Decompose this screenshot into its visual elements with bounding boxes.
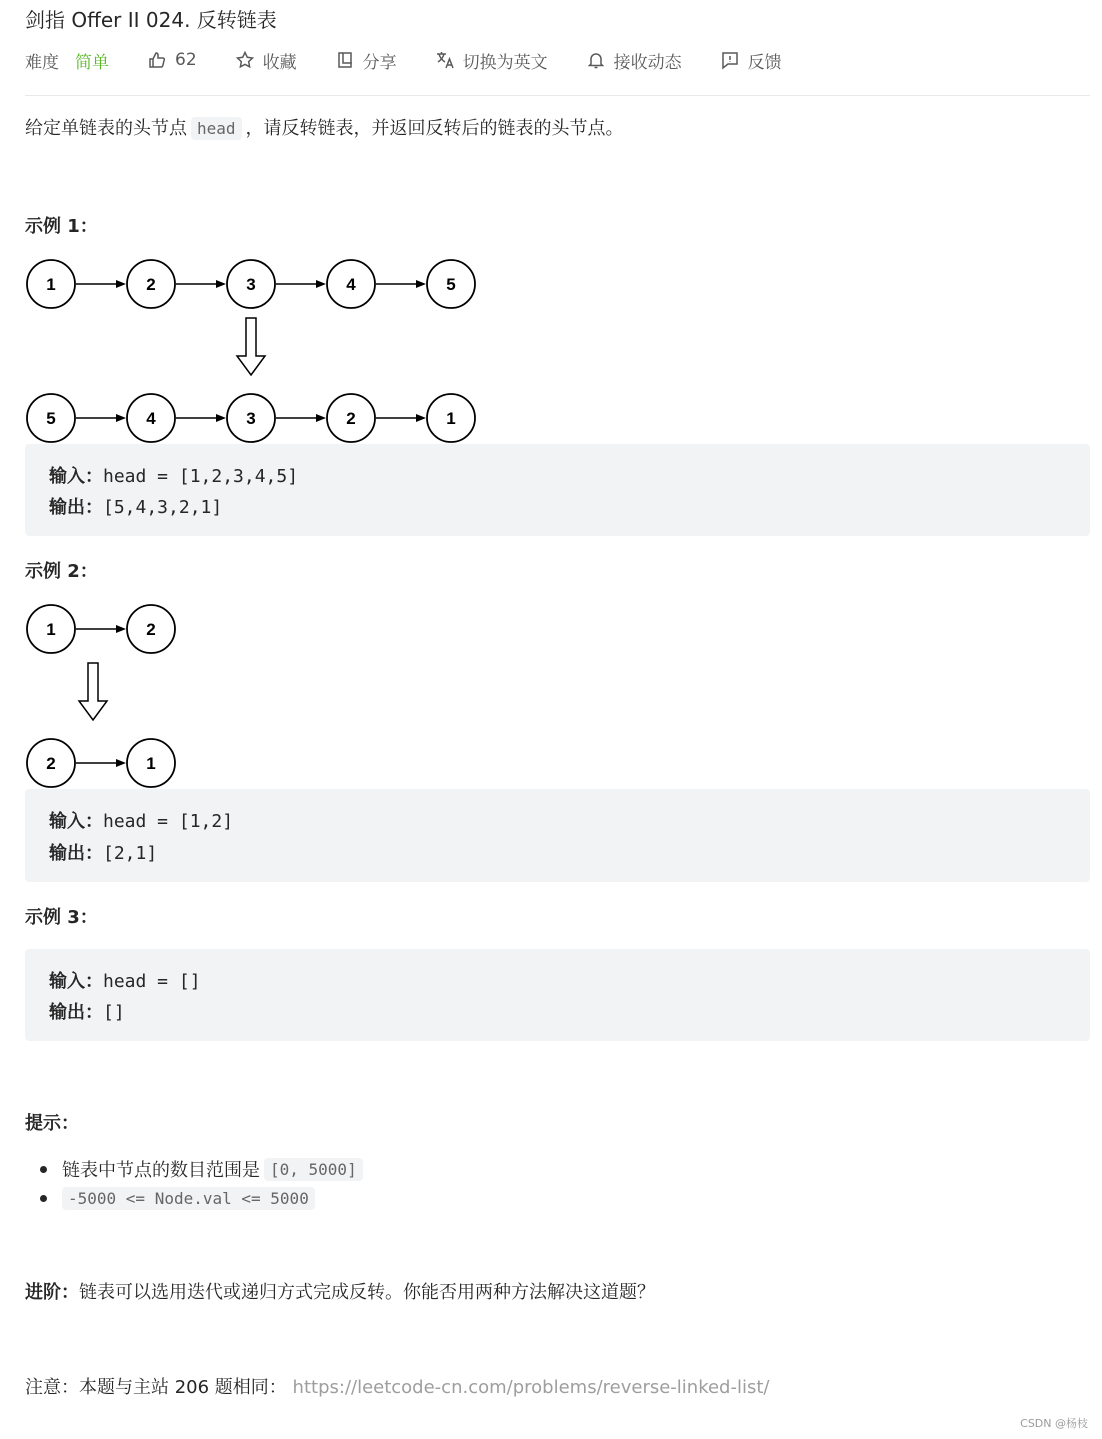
top-arrowhead [116,280,126,288]
problem-toolbar [25,46,820,74]
hint-item: 链表中节点的数目范围是 [0, 5000] [62,1155,367,1183]
example-1-heading: 示例 1： [25,216,98,237]
advanced-note: 进阶：链表可以选用迭代或递归方式完成反转。你能否用两种方法解决这道题？ [25,1282,655,1303]
difficulty-label: 难度 [25,52,59,73]
bottom-node-value: 1 [146,754,156,773]
example-3-code-block [25,949,1090,1041]
bottom-node-value: 4 [146,409,156,428]
hints-heading: 提示： [25,1113,79,1134]
inline-code: [0, 5000] [264,1158,363,1181]
bottom-node-value: 1 [446,409,456,428]
problem-title: 剑指 Offer II 024. 反转链表 [25,8,277,32]
bell-icon [586,50,606,70]
example-1-input: 输入：head = [1,2,3,4,5] [49,466,299,487]
top-node-value: 1 [46,620,56,639]
inline-code: head [191,117,242,140]
inline-code: -5000 <= Node.val <= 5000 [62,1187,315,1210]
reference-link[interactable]: https://leetcode-cn.com/problems/reverse-linked-list/ [292,1377,770,1398]
top-node-value: 2 [146,620,156,639]
bottom-arrowhead [316,414,326,422]
watermark: CSDN @杨枝 [1020,1417,1088,1430]
bullet [40,1166,47,1173]
divider [25,95,1090,96]
top-node-value: 4 [346,275,356,294]
share-icon [335,50,355,70]
translate-button[interactable] [435,48,548,73]
bottom-node-value: 2 [346,409,356,428]
top-node-value: 2 [146,275,156,294]
thumbs-up-icon [147,50,167,70]
bottom-node-value: 5 [46,409,56,428]
example-3-output: 输出：[] [49,1002,125,1023]
example-2-heading: 示例 2： [25,561,98,582]
top-node-value: 1 [46,275,56,294]
top-arrowhead [216,280,226,288]
example-1-output: 输出：[5,4,3,2,1] [49,497,223,518]
down-arrow [79,663,107,720]
feedback-label: 反馈 [747,52,782,73]
hint-item [62,1184,319,1212]
translate-label: 切换为英文 [462,52,548,73]
share-label: 分享 [362,52,397,73]
bottom-arrowhead [116,759,126,767]
bottom-node-value: 2 [46,754,56,773]
top-arrowhead [116,625,126,633]
favorite-label: 收藏 [262,52,297,73]
subscribe-button[interactable] [586,48,682,73]
advanced-label: 进阶： [25,1282,79,1303]
feedback-icon [720,50,740,70]
share-button[interactable] [335,48,397,73]
like-count: 62 [175,50,197,70]
example-2-code-block [25,789,1090,882]
problem-description: 给定单链表的头节点 head ，请反转链表，并返回反转后的链表的头节点。 [25,118,624,139]
like-button[interactable] [147,50,197,70]
favorite-button[interactable] [235,48,297,73]
example-3-input: 输入：head = [] [49,971,201,992]
bullet [40,1195,47,1202]
same-problem-note: 注意：本题与主站 206 题相同： https://leetcode-cn.com/problems/reverse-linked-list/ [25,1377,770,1398]
top-arrowhead [316,280,326,288]
subscribe-label: 接收动态 [613,52,682,73]
top-node-value: 3 [246,275,256,294]
bottom-arrowhead [116,414,126,422]
example-1-code-block [25,444,1090,536]
top-arrowhead [416,280,426,288]
translate-icon [435,50,455,70]
top-node-value: 5 [446,275,456,294]
down-arrow [237,318,265,375]
feedback-button[interactable] [720,48,782,73]
difficulty-badge: 简单 [75,52,109,73]
bottom-node-value: 3 [246,409,256,428]
bottom-arrowhead [216,414,226,422]
star-icon [235,50,255,70]
example-2-input: 输入：head = [1,2] [49,811,234,832]
example-2-output: 输出：[2,1] [49,843,158,864]
example-2-diagram [20,600,220,790]
bottom-arrowhead [416,414,426,422]
example-1-diagram [20,255,490,445]
example-3-heading: 示例 3： [25,907,98,928]
